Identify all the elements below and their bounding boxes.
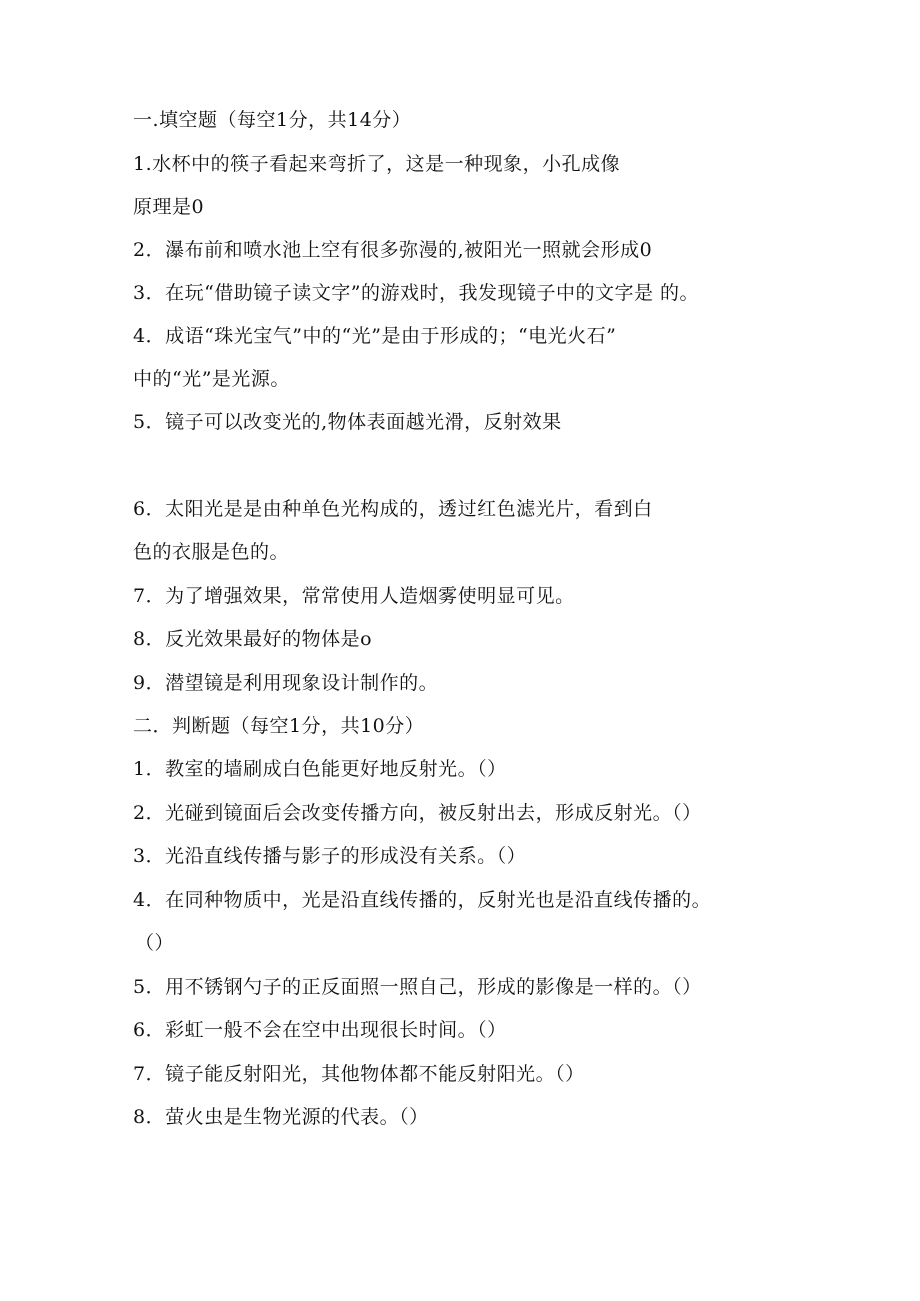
judge-question-2: 2．光碰到镜面后会改变传播方向，被反射出去，形成反射光。（）	[133, 802, 702, 824]
fill-question-2: 2．瀑布前和喷水池上空有很多弥漫的,被阳光一照就会形成0	[133, 239, 653, 261]
fill-question-1-line-1: 1.水杯中的筷子看起来弯折了，这是一种现象，小孔成像	[133, 153, 621, 175]
fill-question-6-line-1: 6．太阳光是是由种单色光构成的，透过红色滤光片，看到白	[133, 498, 653, 520]
fill-question-1-line-2: 原理是0	[133, 196, 205, 218]
judge-question-1: 1．教室的墙刷成白色能更好地反射光。（）	[133, 758, 507, 780]
section-1-heading: 一.填空题（每空1分，共14分）	[133, 109, 412, 131]
section-2-heading: 二．判断题（每空1分，共10分）	[133, 715, 425, 737]
fill-question-3: 3．在玩“借助镜子读文字”的游戏时，我发现镜子中的文字是 的。	[133, 282, 700, 304]
fill-question-4-line-2: 中的“光”是光源。	[133, 368, 290, 390]
fill-question-7: 7．为了增强效果，常常使用人造烟雾使明显可见。	[133, 585, 575, 607]
judge-question-6: 6．彩虹一般不会在空中出现很长时间。（）	[133, 1019, 507, 1041]
fill-question-5: 5．镜子可以改变光的,物体表面越光滑，反射效果	[133, 411, 562, 433]
judge-question-5: 5．用不锈钢勺子的正反面照一照自己，形成的影像是一样的。（）	[133, 976, 702, 998]
judge-question-4-line-2: （）	[135, 932, 175, 954]
judge-question-4-line-1: 4．在同种物质中，光是沿直线传播的，反射光也是沿直线传播的。	[133, 889, 712, 911]
fill-question-8: 8．反光效果最好的物体是o	[133, 628, 373, 650]
judge-question-3: 3．光沿直线传播与影子的形成没有关系。（）	[133, 845, 527, 867]
fill-question-6-line-2: 色的衣服是色的。	[133, 541, 290, 563]
fill-question-4-line-1: 4．成语“珠光宝气”中的“光”是由于形成的；“电光火石”	[133, 325, 617, 347]
fill-question-9: 9．潜望镜是利用现象设计制作的。	[133, 672, 439, 694]
judge-question-7: 7．镜子能反射阳光，其他物体都不能反射阳光。（）	[133, 1063, 585, 1085]
judge-question-8: 8．萤火虫是生物光源的代表。（）	[133, 1106, 429, 1128]
